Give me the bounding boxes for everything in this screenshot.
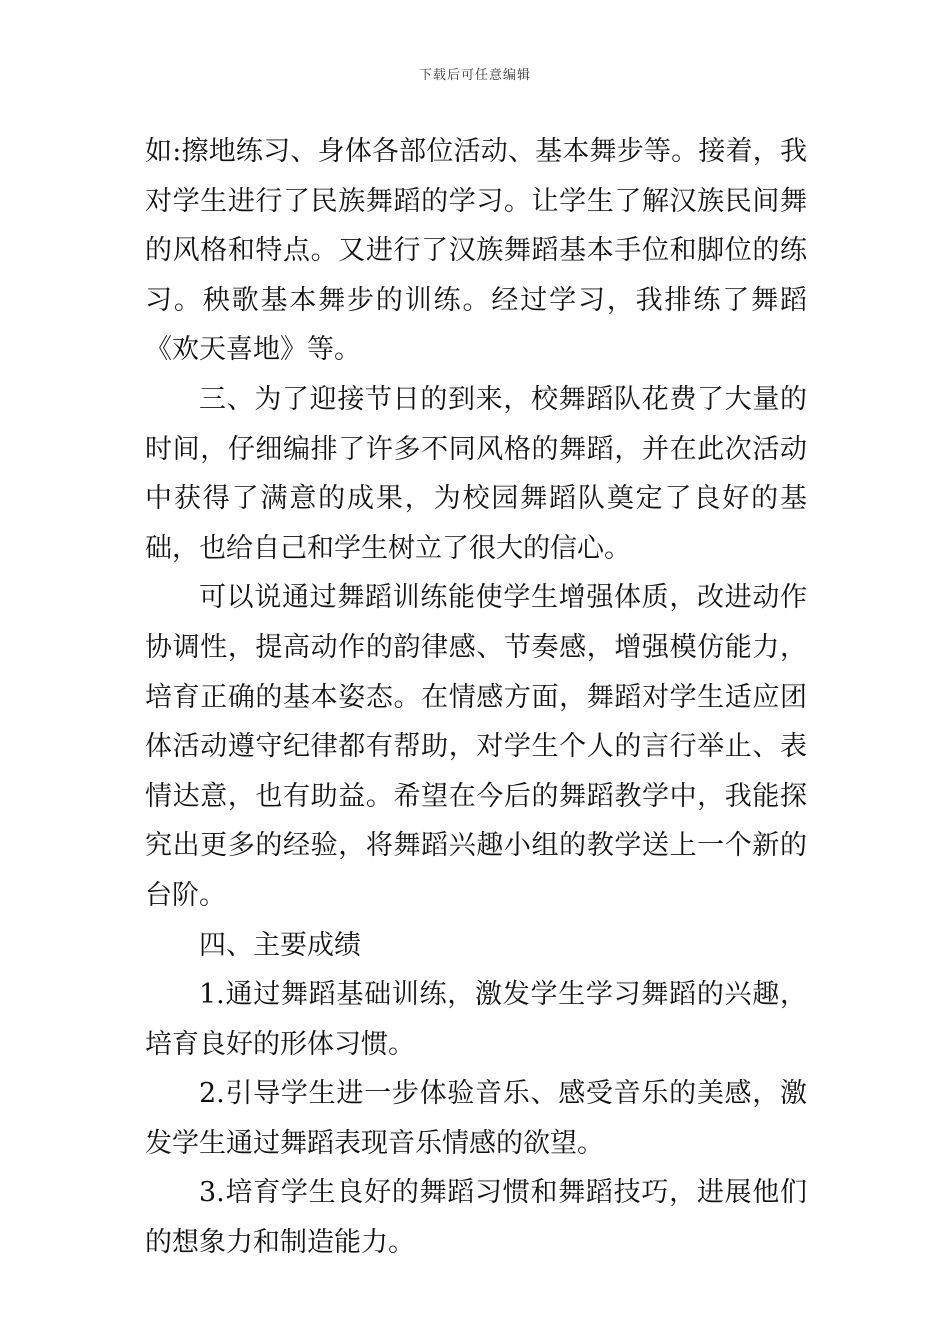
- paragraph-summary: 可以说通过舞蹈训练能使学生增强体质，改进动作协调性，提高动作的韵律感、节奏感，增强模仿能力，培育正确的基本姿态。在情感方面，舞蹈对学生适应团体活动遵守纪律都有帮助，对学生个人的言行举止、表情达意，也有助益。希望在今后的舞蹈教学中，我能探究出更多的经验，将舞蹈兴趣小组的教学送上一个新的台阶。: [145, 582, 807, 911]
- achievement-item-3: 3.培育学生良好的舞蹈习惯和舞蹈技巧，进展他们的想象力和制造能力。: [145, 1177, 807, 1259]
- section-heading-main-achievements: 四、主要成绩: [199, 929, 361, 961]
- paragraph-section-three: 三、为了迎接节日的到来，校舞蹈队花费了大量的时间，仔细编排了许多不同风格的舞蹈，并在此次活动中获得了满意的成果，为校园舞蹈队奠定了良好的基础，也给自己和学生树立了很大的信心。: [145, 383, 807, 564]
- achievement-item-2: 2.引导学生进一步体验音乐、感受音乐的美感，激发学生通过舞蹈表现音乐情感的欲望。: [145, 1078, 807, 1159]
- achievement-item-1: 1.通过舞蹈基础训练，激发学生学习舞蹈的兴趣，培育良好的形体习惯。: [145, 979, 807, 1060]
- paragraph-continuation: 如:擦地练习、身体各部位活动、基本舞步等。接着，我对学生进行了民族舞蹈的学习。让学生了解汉族民间舞的风格和特点。又进行了汉族舞蹈基本手位和脚位的练习。秧歌基本舞步的训练。经过学习，我排练了舞蹈《欢天喜地》等。: [145, 136, 807, 366]
- header-note: 下载后可任意编辑: [418, 68, 531, 83]
- document-body: [145, 127, 807, 1268]
